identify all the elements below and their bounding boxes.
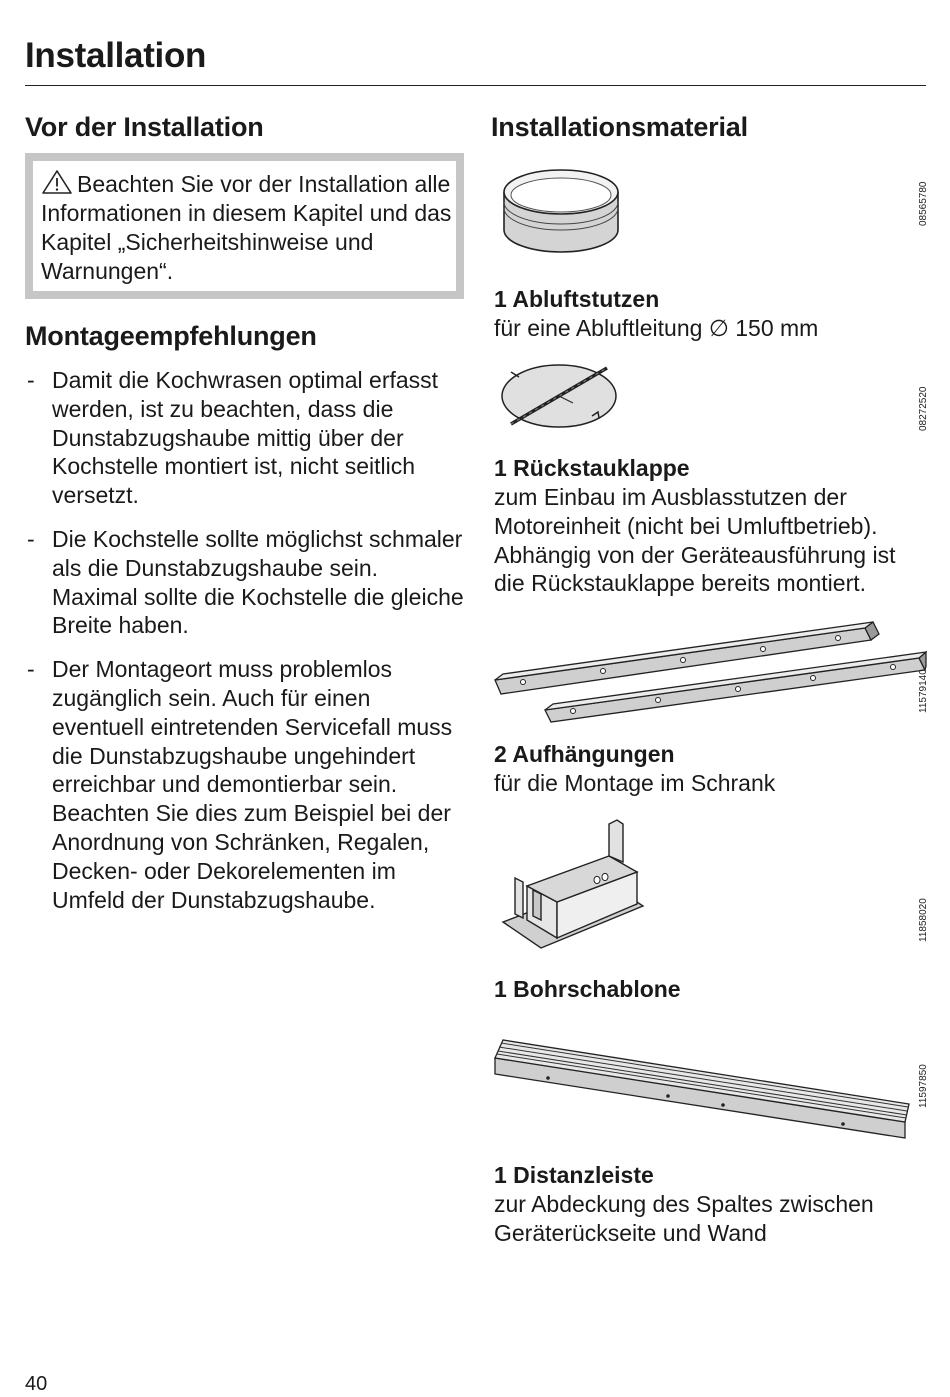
- page-title: Installation: [25, 36, 207, 75]
- item-desc-rueckstauklappe: zum Einbau im Ausblasstutzen der Motoreinheit (nicht bei Umluftbetrieb). Abhängig von der Geräteausführung ist die Rückstauklappe bereits montiert.: [494, 484, 896, 597]
- recommendation-list: [25, 366, 465, 914]
- figure-code: 11579140: [918, 669, 929, 713]
- bullet-dash: -: [27, 656, 35, 683]
- item-title-abluftstutzen: 1 Abluftstutzen: [494, 286, 660, 312]
- list-item: [25, 655, 465, 914]
- figure-code: 08565780: [918, 181, 929, 226]
- figure-code: 11597850: [918, 1064, 929, 1108]
- warning-paragraph: [41, 169, 461, 286]
- list-item: [25, 366, 465, 510]
- item-title-aufhaengungen: 2 Aufhängungen: [494, 741, 675, 767]
- figure-code: 08272520: [918, 386, 929, 431]
- item-title-distanzleiste: 1 Distanzleiste: [494, 1162, 654, 1188]
- exhaust-connector-illustration: [496, 158, 626, 258]
- item-desc-distanzleiste: zur Abdeckung des Spaltes zwischen Geräterückseite und Wand: [494, 1191, 874, 1246]
- list-item-text: Damit die Kochwrasen optimal erfasst werden, ist zu beachten, dass die Dunstabzugshaube mittig über der Kochstelle montiert ist, nicht seitlich versetzt.: [52, 367, 439, 509]
- section-heading-montageempfehlungen: Montageempfehlungen: [25, 321, 317, 351]
- suspension-rails-illustration: [493, 614, 927, 724]
- warning-text: Beachten Sie vor der Installation alle Informationen in diesem Kapitel und das Kapitel „Sicherheitshinweise und Warnungen“.: [41, 171, 452, 284]
- section-heading-vor-der-installation: Vor der Installation: [25, 112, 264, 142]
- list-item: [25, 525, 465, 640]
- backflow-flap-illustration: [497, 358, 625, 430]
- figure-code: 11858020: [918, 898, 929, 942]
- item-title-bohrschablone: 1 Bohrschablone: [494, 976, 681, 1002]
- spacer-strip-illustration: [493, 1034, 911, 1140]
- page-number: 40: [25, 1373, 48, 1395]
- item-title-rueckstauklappe: 1 Rückstauklappe: [494, 455, 690, 481]
- drilling-template-illustration: [497, 816, 647, 950]
- list-item-text: Die Kochstelle sollte möglichst schmaler als die Dunstabzugshaube sein. Maximal sollte die Kochstelle die gleiche Breite haben.: [52, 525, 464, 639]
- warning-box: [25, 153, 464, 299]
- title-divider: [25, 85, 926, 86]
- item-desc-aufhaengungen: für die Montage im Schrank: [494, 770, 776, 796]
- bullet-dash: -: [27, 525, 35, 552]
- warning-triangle-icon: [41, 169, 77, 195]
- bullet-dash: -: [27, 367, 35, 393]
- item-desc-abluftstutzen: für eine Abluftleitung ∅ 150 mm: [494, 315, 819, 341]
- list-item-text: Der Montageort muss problemlos zugänglich sein. Auch für einen eventuell eintretenden Servicefall muss die Dunstabzugshaube ungehindert erreichbar und demontierbar sein. Beachten Sie dies zum Beispiel bei der Anordnung von Schränken, Regalen, Decken- oder Dekorelementen im Umfeld der Dunstabzugshaube.: [52, 656, 453, 913]
- section-heading-installationsmaterial: Installationsmaterial: [491, 112, 748, 142]
